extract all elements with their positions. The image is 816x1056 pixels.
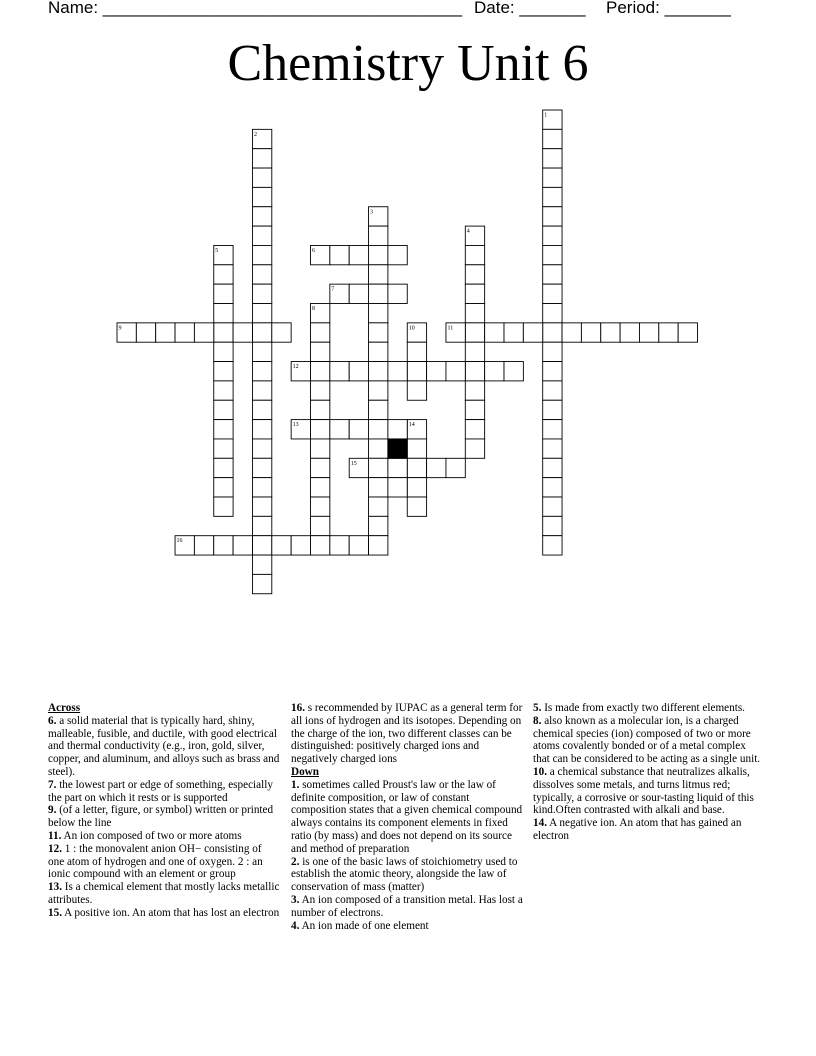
grid-cell[interactable] xyxy=(252,478,271,497)
grid-cell[interactable] xyxy=(291,536,310,555)
black-cell xyxy=(388,439,407,458)
grid-cell[interactable] xyxy=(330,362,349,381)
grid-cell[interactable] xyxy=(330,536,349,555)
grid-cell[interactable] xyxy=(252,245,271,264)
grid-cell[interactable] xyxy=(543,516,562,535)
grid-cell[interactable] xyxy=(252,226,271,245)
clue-number: 1 xyxy=(544,112,548,119)
clue-item xyxy=(533,715,765,766)
clue-item xyxy=(533,766,765,817)
grid-cell[interactable] xyxy=(214,265,233,284)
clue-number: 6 xyxy=(312,247,315,254)
grid-cell[interactable] xyxy=(233,536,252,555)
grid-cell[interactable] xyxy=(465,265,484,284)
grid-cell[interactable] xyxy=(388,478,407,497)
grid-cell[interactable] xyxy=(504,323,523,342)
grid-cell[interactable] xyxy=(543,478,562,497)
grid-cell[interactable] xyxy=(214,304,233,323)
grid-cell[interactable] xyxy=(369,400,388,419)
grid-cell[interactable] xyxy=(369,439,388,458)
grid-cell[interactable] xyxy=(349,420,368,439)
clue-item xyxy=(48,907,280,920)
clue-number: 7 xyxy=(331,286,335,293)
grid-cell[interactable] xyxy=(465,304,484,323)
grid-cell[interactable] xyxy=(485,323,504,342)
grid-cell[interactable] xyxy=(543,187,562,206)
grid-cell[interactable] xyxy=(214,381,233,400)
grid-cell[interactable] xyxy=(214,284,233,303)
grid-cell[interactable] xyxy=(659,323,678,342)
grid-cell[interactable] xyxy=(349,362,368,381)
clue-number-label: 14. xyxy=(533,817,547,830)
grid-cell[interactable] xyxy=(214,420,233,439)
grid-cell[interactable] xyxy=(175,323,194,342)
clue-number: 4 xyxy=(466,228,470,235)
clue-item xyxy=(48,804,280,830)
clue-number-label: 5. xyxy=(533,702,542,714)
name-field[interactable]: Name: ______________________________________ xyxy=(48,0,463,17)
grid-cell[interactable] xyxy=(311,323,330,342)
page-title: Chemistry Unit 6 xyxy=(227,35,589,92)
grid-cell[interactable] xyxy=(639,323,658,342)
period-field[interactable]: Period: _______ xyxy=(606,0,731,17)
clue-number: 9 xyxy=(118,325,122,332)
grid-cell[interactable] xyxy=(407,362,426,381)
clues-column-3 xyxy=(533,702,765,843)
grid-cell[interactable] xyxy=(330,420,349,439)
grid-cell[interactable] xyxy=(369,478,388,497)
grid-cell[interactable] xyxy=(214,458,233,477)
clue-number-label: 10. xyxy=(533,765,547,778)
clue-number: 15 xyxy=(350,460,357,467)
grid-cell[interactable] xyxy=(543,536,562,555)
clue-number-label: 11. xyxy=(48,829,62,842)
grid-cell[interactable] xyxy=(311,536,330,555)
grid-cell[interactable] xyxy=(523,323,542,342)
clue-text: An ion composed of a transition metal. Has lost a number of electrons. xyxy=(291,893,523,919)
grid-cell[interactable] xyxy=(388,245,407,264)
clue-number: 13 xyxy=(292,422,299,429)
clue-number-label: 8. xyxy=(533,714,542,727)
grid-cell[interactable] xyxy=(465,400,484,419)
grid-cell[interactable] xyxy=(407,439,426,458)
clue-text: 1 : the monovalent anion OH− consisting of one atom of hydrogen and one of oxygen. 2 : an ionic compound with an element or group xyxy=(48,842,263,881)
grid-cell[interactable] xyxy=(252,439,271,458)
grid-cell[interactable] xyxy=(369,536,388,555)
grid-cell[interactable] xyxy=(369,381,388,400)
grid-cell[interactable] xyxy=(214,342,233,361)
clue-number-label: 4. xyxy=(291,919,300,932)
clue-item xyxy=(533,702,765,715)
grid-cell[interactable] xyxy=(252,574,271,593)
grid-cell[interactable] xyxy=(252,284,271,303)
grid-cell[interactable] xyxy=(543,265,562,284)
clue-number: 2 xyxy=(253,131,257,138)
grid-cell[interactable] xyxy=(156,323,175,342)
grid-cell[interactable] xyxy=(388,362,407,381)
clue-text: a chemical substance that neutralizes alkalis, dissolves some metals, and turns litmus red; typically, a corrosive or sour-tasting liquid of this kind.Often contrasted with alkali and base. xyxy=(533,765,754,817)
clue-number-label: 1. xyxy=(291,778,300,791)
grid-cell[interactable] xyxy=(485,362,504,381)
clue-item xyxy=(291,702,527,766)
grid-cell[interactable] xyxy=(407,381,426,400)
grid-cell[interactable] xyxy=(369,458,388,477)
grid-cell[interactable] xyxy=(678,323,697,342)
grid-cell[interactable] xyxy=(214,362,233,381)
clue-text: Is made from exactly two different elements. xyxy=(541,702,745,714)
grid-cell[interactable] xyxy=(272,536,291,555)
grid-cell[interactable] xyxy=(465,284,484,303)
clue-number-label: 2. xyxy=(291,855,300,868)
grid-cell[interactable] xyxy=(252,304,271,323)
clue-item xyxy=(291,920,527,933)
grid-cell[interactable] xyxy=(252,400,271,419)
clue-item xyxy=(291,856,527,894)
clue-text: a solid material that is typically hard, shiny, malleable, fusible, and ductile, with good electrical and thermal conductivity (e.g., iron, gold, silver, copper, and aluminum, and alloys such as brass and steel). xyxy=(48,714,280,778)
grid-cell[interactable] xyxy=(407,497,426,516)
clue-number-label: 15. xyxy=(48,906,62,919)
clue-number-label: 3. xyxy=(291,893,300,906)
grid-cell[interactable] xyxy=(252,516,271,535)
grid-cell[interactable] xyxy=(543,284,562,303)
grid-cell[interactable] xyxy=(504,362,523,381)
clue-number: 11 xyxy=(447,325,454,332)
clues-column-1 xyxy=(48,702,280,920)
grid-cell[interactable] xyxy=(214,439,233,458)
clue-number-label: 6. xyxy=(48,714,57,727)
grid-cell[interactable] xyxy=(311,497,330,516)
grid-cell[interactable] xyxy=(369,420,388,439)
clue-number-label: 16. xyxy=(291,702,305,714)
grid-cell[interactable] xyxy=(465,245,484,264)
grid-cell[interactable] xyxy=(311,439,330,458)
grid-cell[interactable] xyxy=(388,284,407,303)
grid-cell[interactable] xyxy=(427,458,446,477)
clue-item xyxy=(48,881,280,907)
grid-cell[interactable] xyxy=(543,458,562,477)
grid-cell[interactable] xyxy=(349,245,368,264)
clue-text: (of a letter, figure, or symbol) written or printed below the line xyxy=(48,804,274,830)
clue-item xyxy=(533,817,765,843)
grid-cell[interactable] xyxy=(311,362,330,381)
grid-cell[interactable] xyxy=(369,516,388,535)
grid-cell[interactable] xyxy=(233,323,252,342)
date-field[interactable]: Date: _______ xyxy=(474,0,586,17)
grid-cell[interactable] xyxy=(543,207,562,226)
grid-cell[interactable] xyxy=(465,362,484,381)
clues-column-2 xyxy=(291,702,527,932)
grid-cell[interactable] xyxy=(369,284,388,303)
grid-cell[interactable] xyxy=(252,362,271,381)
grid-cell[interactable] xyxy=(543,400,562,419)
grid-cell[interactable] xyxy=(214,323,233,342)
grid-cell[interactable] xyxy=(252,381,271,400)
clue-number: 5 xyxy=(215,247,219,254)
clue-item xyxy=(48,715,280,779)
grid-cell[interactable] xyxy=(407,342,426,361)
grid-cell[interactable] xyxy=(543,323,562,342)
grid-cell[interactable] xyxy=(136,323,155,342)
grid-cell[interactable] xyxy=(369,362,388,381)
grid-cell[interactable] xyxy=(369,245,388,264)
grid-cell[interactable] xyxy=(330,245,349,264)
grid-cell[interactable] xyxy=(543,168,562,187)
grid-cell[interactable] xyxy=(543,420,562,439)
grid-cell[interactable] xyxy=(252,536,271,555)
grid-cell[interactable] xyxy=(214,478,233,497)
clue-text: s recommended by IUPAC as a general term for all ions of hydrogen and its isotopes. Depending on the charge of the ion, two different classes can be distinguished: positively charged ions and negatively charged ions xyxy=(291,702,523,766)
clue-number: 12 xyxy=(292,364,299,371)
grid-cell[interactable] xyxy=(543,497,562,516)
grid-cell[interactable] xyxy=(252,168,271,187)
clue-number-label: 9. xyxy=(48,804,57,817)
clue-number-label: 7. xyxy=(48,778,57,791)
grid-cell[interactable] xyxy=(214,536,233,555)
clue-text: sometimes called Proust's law or the law of definite composition, or law of constant composition states that a given chemical compound always contains its component elements in fixed ratio (by mass) and does not depend on its source and method of preparation xyxy=(291,778,523,855)
grid-cell[interactable] xyxy=(214,497,233,516)
grid-cell[interactable] xyxy=(311,516,330,535)
grid-cell[interactable] xyxy=(543,304,562,323)
grid-cell[interactable] xyxy=(465,439,484,458)
clue-text: An ion made of one element xyxy=(299,919,429,932)
grid-cell[interactable] xyxy=(446,458,465,477)
down-heading: Down xyxy=(291,765,319,778)
grid-cell[interactable] xyxy=(311,400,330,419)
grid-cell[interactable] xyxy=(601,323,620,342)
grid-cell[interactable] xyxy=(252,187,271,206)
clue-text: A positive ion. An atom that has lost an electron xyxy=(61,906,280,919)
grid-cell[interactable] xyxy=(369,226,388,245)
grid-cell[interactable] xyxy=(581,323,600,342)
clue-number: 10 xyxy=(408,325,415,332)
clue-item xyxy=(291,779,527,856)
grid-cell[interactable] xyxy=(252,207,271,226)
grid-cell[interactable] xyxy=(562,323,581,342)
grid-cell[interactable] xyxy=(272,323,291,342)
grid-cell[interactable] xyxy=(543,149,562,168)
grid-cell[interactable] xyxy=(349,536,368,555)
clue-item xyxy=(48,830,280,843)
clue-number: 16 xyxy=(176,538,183,545)
grid-cell[interactable] xyxy=(311,478,330,497)
grid-cell[interactable] xyxy=(214,400,233,419)
grid-cell[interactable] xyxy=(252,555,271,574)
grid-cell[interactable] xyxy=(311,420,330,439)
grid-cell[interactable] xyxy=(194,536,213,555)
grid-cell[interactable] xyxy=(465,342,484,361)
clue-text: is one of the basic laws of stoichiometry used to establish the atomic theory, alongside the law of conservation of mass (matter) xyxy=(291,855,518,894)
clue-item xyxy=(291,894,527,920)
grid-cell[interactable] xyxy=(407,458,426,477)
grid-cell[interactable] xyxy=(252,265,271,284)
grid-cell[interactable] xyxy=(543,381,562,400)
grid-cell[interactable] xyxy=(620,323,639,342)
clue-number: 14 xyxy=(408,422,415,429)
grid-cell[interactable] xyxy=(465,381,484,400)
grid-cell[interactable] xyxy=(407,478,426,497)
grid-cell[interactable] xyxy=(427,362,446,381)
grid-cell[interactable] xyxy=(543,439,562,458)
grid-cell[interactable] xyxy=(543,245,562,264)
clue-number-label: 13. xyxy=(48,881,62,894)
grid-cell[interactable] xyxy=(446,362,465,381)
grid-cell[interactable] xyxy=(252,497,271,516)
grid-cell[interactable] xyxy=(252,342,271,361)
grid-cell[interactable] xyxy=(369,304,388,323)
clue-text: the lowest part or edge of something, especially the part on which it rests or is supported xyxy=(48,778,273,804)
clue-text: also known as a molecular ion, is a charged chemical species (ion) composed of two or more atoms covalently bonded or of a metal complex that can be considered to be acting as a single unit. xyxy=(533,714,761,766)
clue-item xyxy=(48,843,280,881)
clue-item xyxy=(48,779,280,805)
grid-cell[interactable] xyxy=(543,226,562,245)
grid-cell[interactable] xyxy=(369,342,388,361)
grid-cell[interactable] xyxy=(252,149,271,168)
grid-cell[interactable] xyxy=(252,323,271,342)
grid-cell[interactable] xyxy=(369,497,388,516)
grid-cell[interactable] xyxy=(369,265,388,284)
grid-cell[interactable] xyxy=(311,342,330,361)
clue-text: Is a chemical element that mostly lacks metallic attributes. xyxy=(48,881,280,906)
grid-cell[interactable] xyxy=(543,362,562,381)
clue-number-label: 12. xyxy=(48,842,62,855)
grid-cell[interactable] xyxy=(369,323,388,342)
clue-number: 8 xyxy=(312,306,315,312)
clue-text: An ion composed of two or more atoms xyxy=(61,829,242,842)
grid-cell[interactable] xyxy=(465,323,484,342)
grid-cell[interactable] xyxy=(194,323,213,342)
grid-cell[interactable] xyxy=(311,381,330,400)
grid-cell[interactable] xyxy=(388,458,407,477)
grid-cell[interactable] xyxy=(543,129,562,148)
grid-cell[interactable] xyxy=(252,458,271,477)
grid-cell[interactable] xyxy=(465,420,484,439)
across-heading: Across xyxy=(48,702,81,714)
clue-number: 3 xyxy=(370,209,374,216)
grid-cell[interactable] xyxy=(252,420,271,439)
grid-cell[interactable] xyxy=(543,342,562,361)
clue-text: A negative ion. An atom that has gained an electron xyxy=(533,817,742,842)
grid-cell[interactable] xyxy=(311,458,330,477)
grid-cell[interactable] xyxy=(349,284,368,303)
grid-cell[interactable] xyxy=(388,420,407,439)
